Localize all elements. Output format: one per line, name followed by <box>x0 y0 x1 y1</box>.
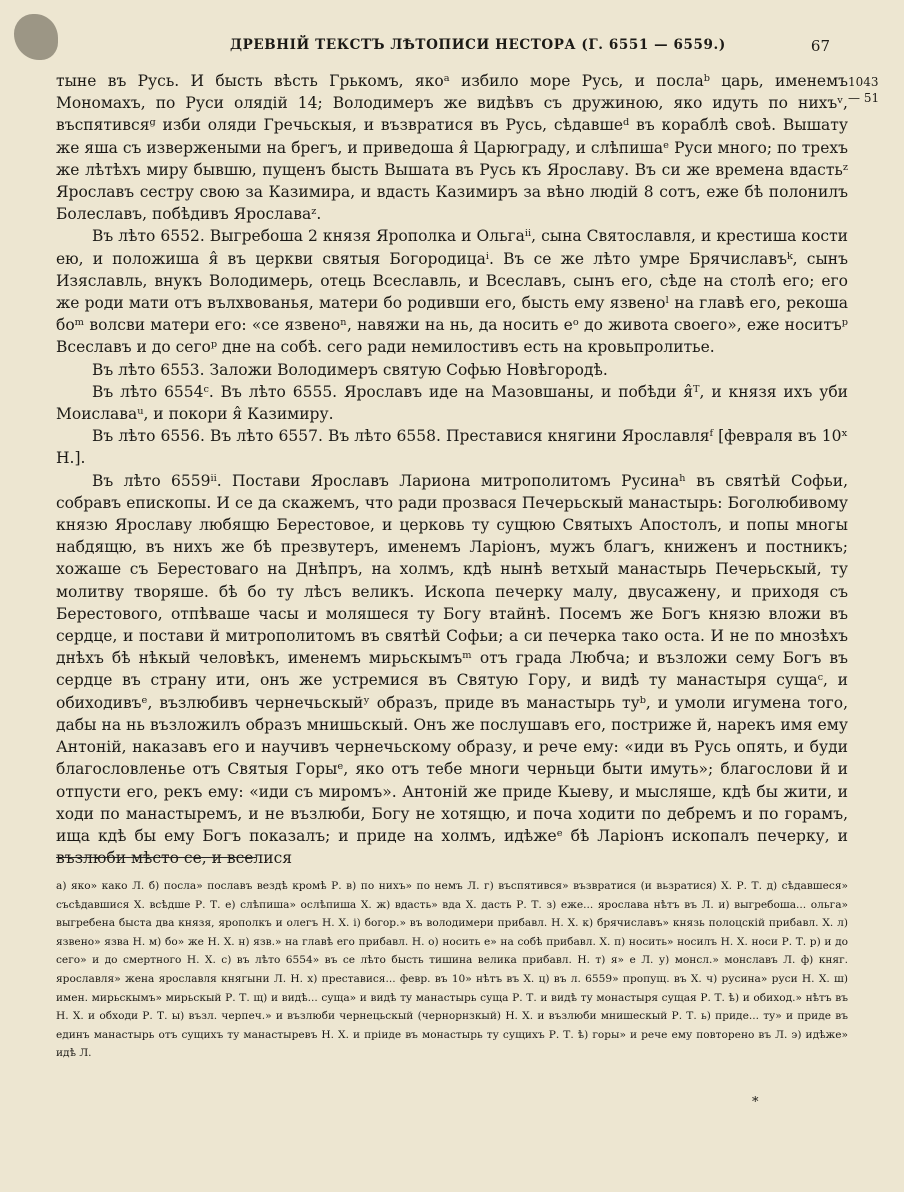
paragraph: Въ лѣто 6556. Въ лѣто 6557. Въ лѣто 6558. Преставися княгини Ярославляᶠ [февраля въ 10ˣ Н.]. <box>56 427 848 468</box>
paragraph: Въ лѣто 6554ᶜ. Въ лѣто 6555. Ярославъ иде на Мазовшаны, и побѣди я̂ᵀ, и князя ихъ уби Моиславаᵘ, и покори я̂ Казимиру. <box>56 382 848 424</box>
page-number: 67 <box>810 37 830 55</box>
footnote-text: а) яко» како Л. б) посла» пославъ вездѣ кромѣ Р. в) по нихъ» по немъ Л. г) въспятився» възвратися (и вьзратися) Х. Р. Т. д) сѣдавшеся» съсѣдавшися Х. всѣдше Р. Т. е) слѣпиша» ослѣпиша Х. ж) вдасть» вда Х. дасть Р. Т. з) еже... ярослава нѣтъ въ Л. и) выгребоша... ольга» выгребена быста два князя, ярополкъ и олегъ Н. Х. і) богор.» въ володимери прибавл. Н. Х. к) брячиславъ» князь полоцскій прибавл. Х. л) язвено» язва Н. м) бо» же Н. Х. н) язв.» на главѣ его прибавл. Н. о) носить е» на собѣ прибавл. Х. п) носить» носилъ Н. Х. носи Р. Т. р) и до сего» и до смертного Н. Х. с) въ лѣто 6554» въ се лѣто бысть тишина велика прибавл. Н. т) я» е Л. у) монсл.» монславъ Л. ф) княг. ярославля» жена ярославля княгыни Л. Н. х) преставися... февр. въ 10» нѣтъ въ Х. ц) въ л. 6559» пропущ. въ Х. ч) русина» руси Н. Х. ш) имен. мирьскымъ» мирьскый Р. Т. щ) и видѣ... суща» и видѣ ту манастырь суща Р. Т. и видѣ ту монастыря сущая Р. Т. ѣ) и обиход.» нѣтъ въ Н. Х. и обходи Р. Т. ы) възл. черпеч.» и възлюби чернецьскый (чернорнзкый) Н. Х. и възлюби мнишескый Р. Т. ь) приде... ту» и приде въ единъ манастырь отъ сущихъ ту манастыревъ Н. Х. и прiиде въ монастырь ту сущихъ Р. Т. ѣ) горы» и рече ему повторено въ Л. э) идѣже» идѣ Л. <box>56 880 848 1060</box>
end-mark: * <box>752 1095 759 1110</box>
margin-year: 1043 <box>848 75 879 89</box>
running-title: ДРЕВНІЙ ТЕКСТЪ ЛѢТОПИСИ НЕСТОРА (Г. 6551 — 6559.) <box>230 37 726 53</box>
margin-year-range: — 51 <box>848 91 880 105</box>
ink-stain <box>14 14 58 60</box>
running-header <box>230 37 830 57</box>
paragraph: Въ лѣто 6559ⁱⁱ. Постави Ярославъ Лариона митрополитомъ Русинаʰ въ святѣй Софьи, собравъ епископы. И се да скажемъ, что ради прозвася Печерьскый манастырь: Боголюбивому князю Ярославу любящю Берестовое, и церковь ту сущюю Святыхъ Апостолъ, и попы многы набдящю, въ нихъ же бѣ презвутеръ, именемъ Ларіонъ, мужъ благъ, книженъ и постникъ; хожаше съ Берестоваго на Днѣпръ, на холмъ, кдѣ нынѣ ветхый манастырь Печерьскый, ту молитву творяше. бѣ бо ту лѣсъ великъ. Ископа печерку малу, двусажену, и приходя съ Берестового, отпѣваше часы и моляшеся ту Богу втайнѣ. Посемъ же Богъ князю вложи въ сердце, и постави й митрополитомъ въ святѣй Софьи; а си печерка тако оста. И не по мнозѣхъ днѣхъ бѣ нѣкый человѣкъ, именемъ мирьскымъᵐ отъ града Любча; и възложи сему Богъ въ сердце въ страну ити, онъ же устремися въ Святую Гору, и видѣ ту манастыря сущаᶜ, и обиходивъᵉ, възлюбивъ чернечьскыйʸ образъ, приде въ манастырь туᵇ, и умоли игумена того, дабы на нь възложилъ образъ мнишьскый. Онъ же послушавъ его, постриже й, нарекъ имя ему Антоній, наказавъ его и научивъ чернечьскому образу, и рече ему: «иди въ Русь опять, и буди благословленье отъ Святыя Горыᵉ, яко отъ тебе многи черньци быти имуть»; благослови й и отпусти его, рекъ ему: «иди съ миромъ». Антоній же приде Кыеву, и мысляше, кдѣ бы жити, и ходи по манастыремъ, и не възлюби, Богу не хотящю, и поча ходити по дебремъ и по горамъ, ища кдѣ бы ему Богъ показалъ; и приде на холмъ, идѣжеᵉ бѣ Ларіонъ ископалъ печерку, и възлюби мѣсто се, и вселися <box>56 471 848 868</box>
paragraph: тыне въ Русь. И бысть вѣсть Грькомъ, якоᵃ избило море Русь, и послаᵇ царь, именемъ Мономахъ, по Руси олядій 14; Володимеръ же видѣвъ съ дружиною, яко идуть по нихъᵛ, въспятивсяᵍ изби оляди Гречьскыя, и възвратися въ Русь, сѣдавшеᵈ въ кораблѣ своѣ. Вышату же яша съ извержеными на брегъ, и приведоша я̂ Царюграду, и слѣпишаᵉ Руси много; по трехъ же лѣтѣхъ миру бывшю, пущенъ бысть Вышата въ Русь къ Ярославу. Въ си же времена вдастьᶻ Ярославъ сестру свою за Казимира, и вдасть Казимиръ за вѣно людій 8 сотъ, еже бѣ полонилъ Болеславъ, побѣдивъ Ярославаᶻ. <box>56 72 848 224</box>
footnotes <box>56 877 848 1063</box>
footnote-divider <box>56 857 256 858</box>
chronicle-text <box>56 70 848 869</box>
paragraph: Въ лѣто 6552. Выгребоша 2 князя Ярополка и Ольгаⁱⁱ, сына Святославля, и крестиша кости ею, и положиша я̂ въ церкви святыя Богородицаⁱ. Въ се же лѣто умре Брячиславъᵏ, сынъ Изяславль, внукъ Володимерь, отець Всеславль, и Всеславъ, сынъ его, сѣде на столѣ его; его же роди мати отъ вълхвованья, матери бо родивши его, бысть ему язвеноˡ на главѣ его, рекоша боᵐ волсви матери его: «се язвеноⁿ, навяжи на нь, да носить еᵒ до живота своего», еже носитъᵖ Всеславъ и до сегоᵖ дне на собѣ. сего ради немилостивъ есть на кровьпролитье. <box>56 227 848 357</box>
paragraph: Въ лѣто 6553. Заложи Володимеръ святую Софью Новѣгородѣ. <box>92 360 608 379</box>
